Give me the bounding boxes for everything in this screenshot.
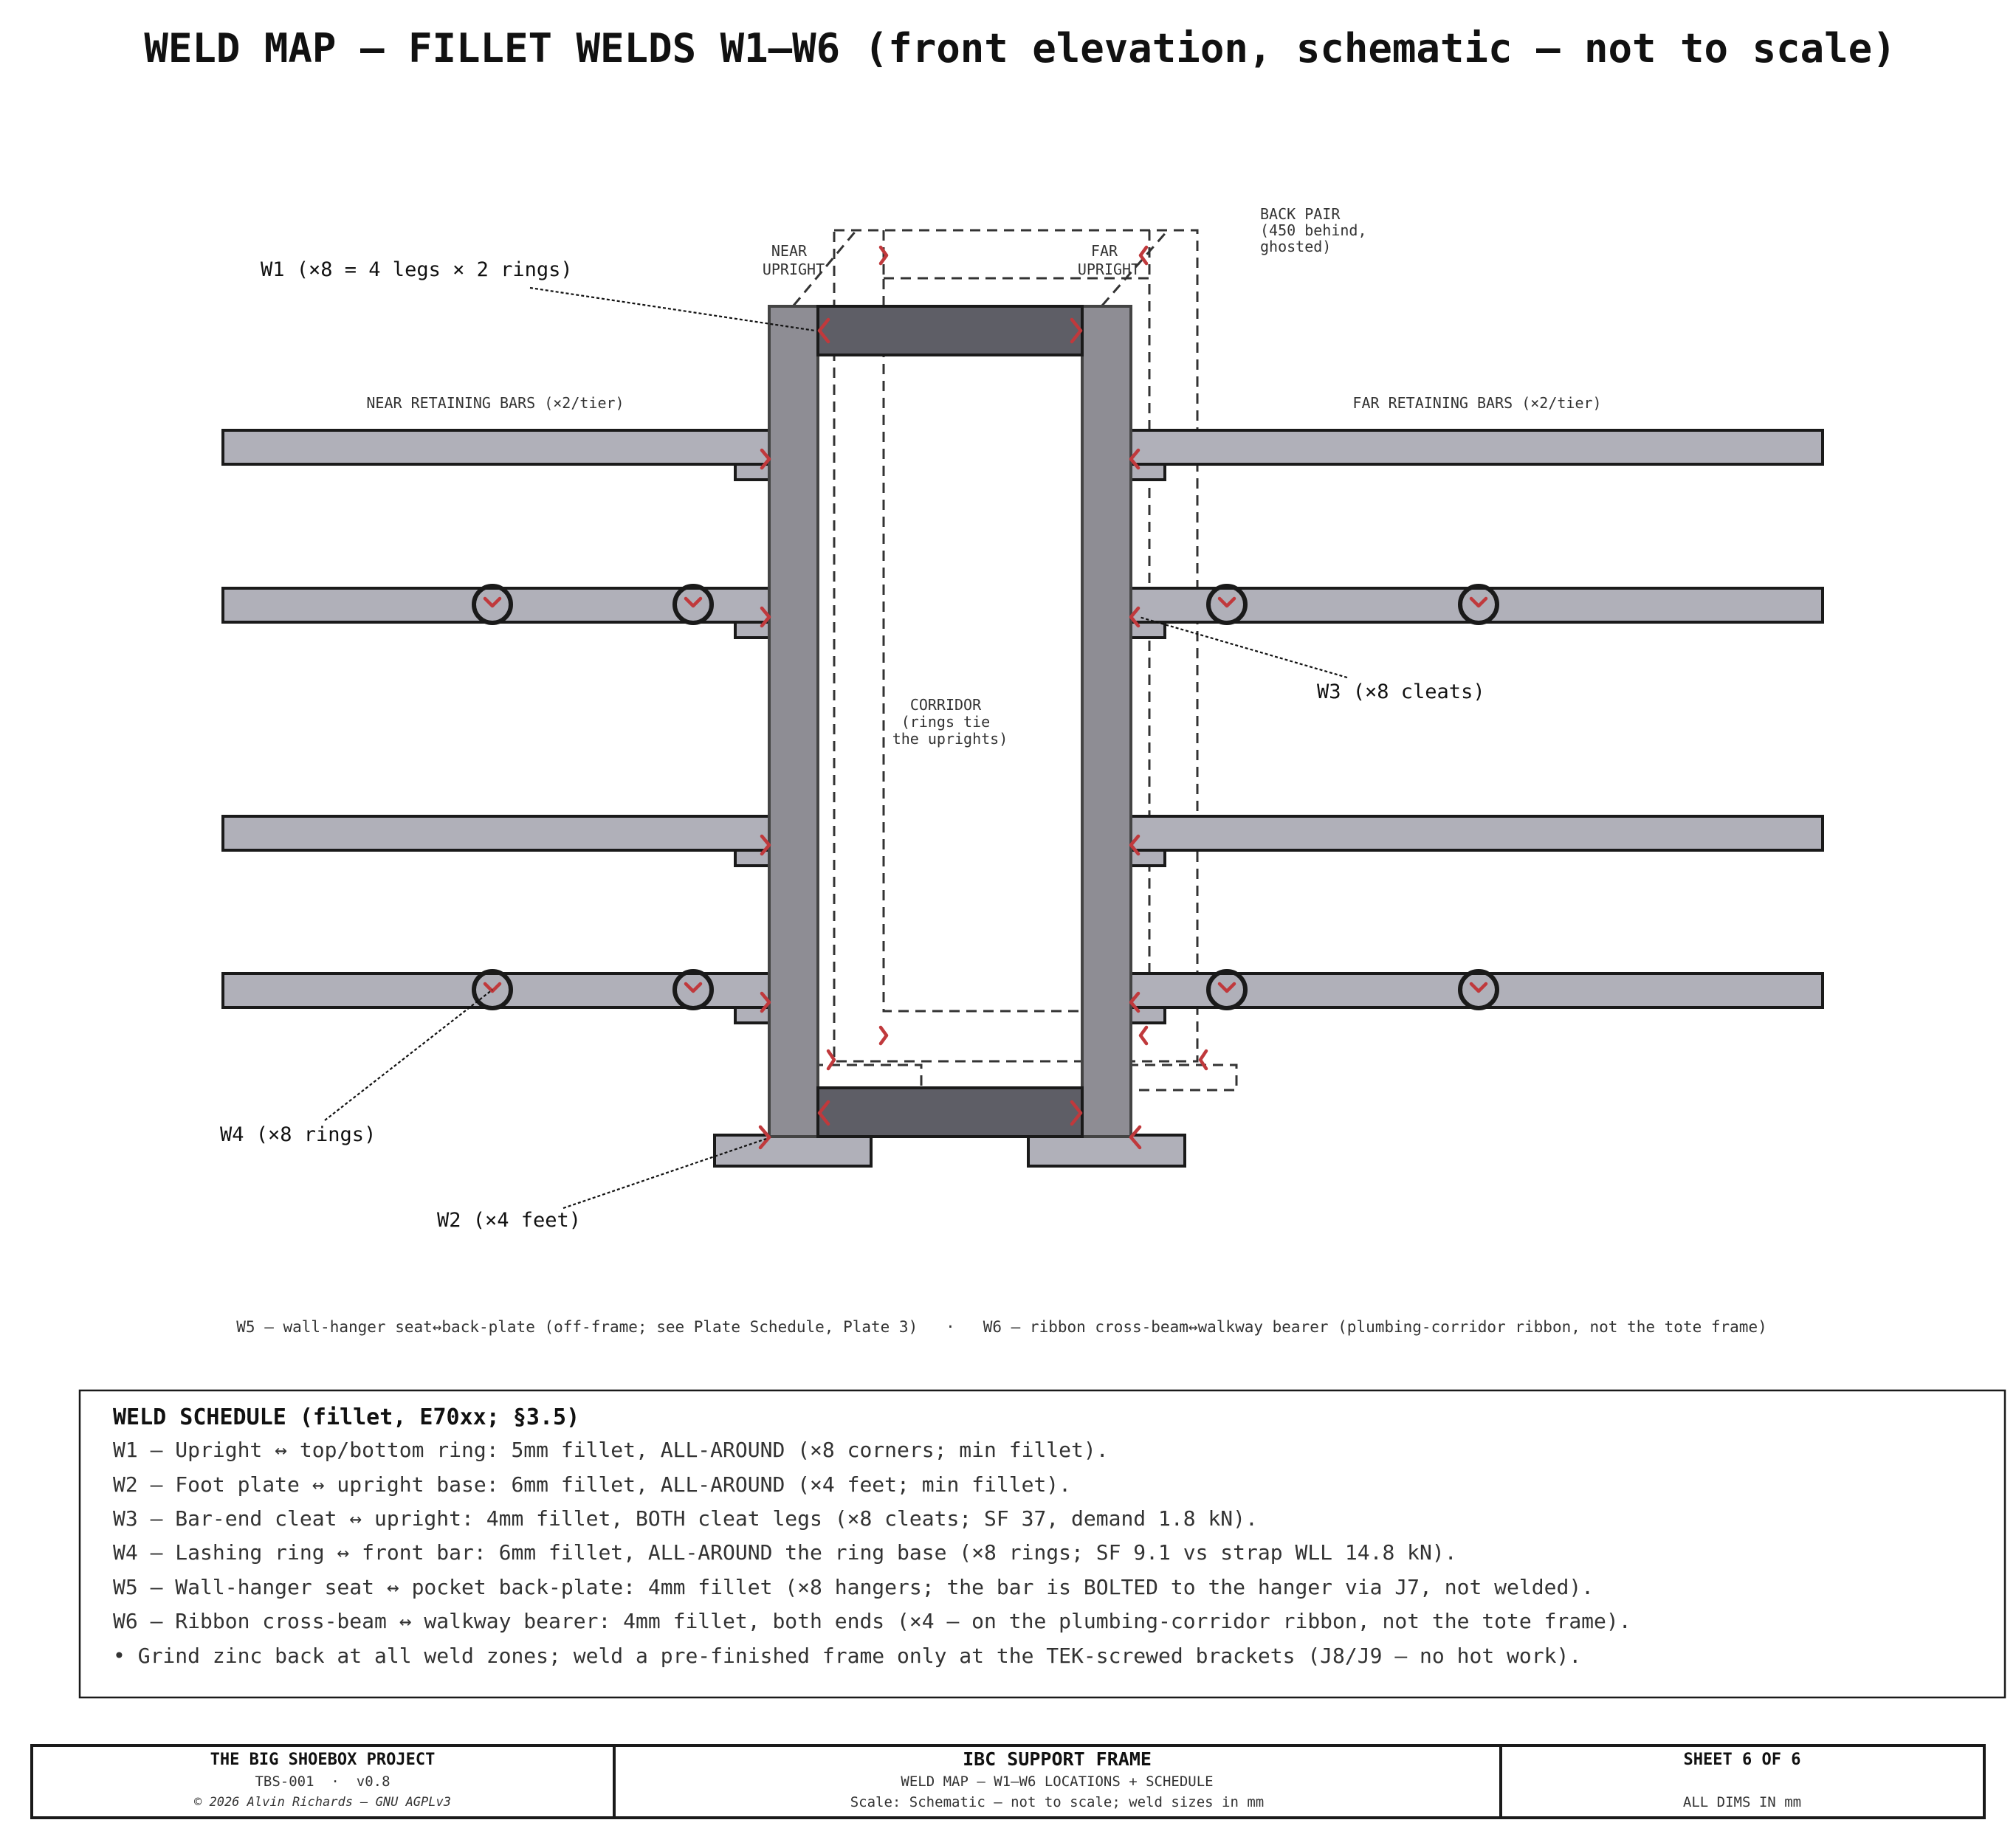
schedule-line-w6: W6 — Ribbon cross-beam ↔ walkway bearer: 4mm fillet, both ends (×4 — on the plumbing-corridor ribbon, not the tote frame). <box>113 1609 1631 1633</box>
schedule-line-w4: W4 — Lashing ring ↔ front bar: 6mm fillet, ALL-AROUND the ring base (×8 rings; SF 9.1 vs strap WLL 14.8 kN). <box>113 1540 1457 1565</box>
far-bar-tier2-top <box>1131 816 1823 850</box>
weld-schedule <box>80 1390 2005 1697</box>
near-upright <box>769 306 818 1137</box>
back-pair-label: BACK PAIR (450 behind, ghosted) <box>1260 205 1367 255</box>
callout-w3: W3 (×8 cleats) <box>1317 680 1485 703</box>
project-name: THE BIG SHOEBOX PROJECT <box>210 1751 436 1769</box>
schedule-heading: WELD SCHEDULE (fillet, E70xx; §3.5) <box>113 1404 580 1430</box>
far-upright <box>1082 306 1131 1137</box>
far-bar-tier1-top <box>1131 430 1823 464</box>
schedule-line-w5: W5 — Wall-hanger seat ↔ pocket back-plate: 4mm fillet (×8 hangers; the bar is BOLTED to the hanger via J7, not welded). <box>113 1575 1594 1599</box>
dims-note: ALL DIMS IN mm <box>1682 1794 1802 1810</box>
corridor-label: CORRIDOR (rings tie the uprights) <box>892 696 1008 748</box>
back-pair-ghost <box>794 230 1236 1090</box>
near-retaining-bars <box>223 430 769 1023</box>
offframe-note: W5 — wall-hanger seat↔back-plate (off-frame; see Plate Schedule, Plate 3) · W6 — ribbon cross-beam↔walkway bearer (plumbing-corridor ribbon, not the tote frame) <box>236 1318 1767 1336</box>
callout-w1: W1 (×8 = 4 legs × 2 rings) <box>261 258 573 281</box>
near-upright-label: NEAR UPRIGHT <box>762 242 825 278</box>
schedule-line-w3: W3 — Bar-end cleat ↔ upright: 4mm fillet, BOTH cleat legs (×8 cleats; SF 37, demand 1.8 kN). <box>113 1506 1258 1531</box>
near-bar-tier1-top <box>223 430 769 464</box>
schedule-line-note: • Grind zinc back at all weld zones; weld a pre-finished frame only at the TEK-screwed brackets (J8/J9 — no hot work). <box>113 1644 1582 1668</box>
schedule-line-w1: W1 — Upright ↔ top/bottom ring: 5mm fillet, ALL-AROUND (×8 corners; min fillet). <box>113 1438 1109 1462</box>
top-ring <box>818 306 1082 355</box>
drawing-subtitle: WELD MAP — W1–W6 LOCATIONS + SCHEDULE <box>901 1773 1214 1790</box>
leader-lines <box>325 288 1347 1208</box>
far-retaining-bars <box>1131 430 1823 1023</box>
far-bars-label: FAR RETAINING BARS (×2/tier) <box>1352 394 1602 412</box>
near-bars-label: NEAR RETAINING BARS (×2/tier) <box>366 394 625 412</box>
drawing-title: IBC SUPPORT FRAME <box>963 1748 1152 1770</box>
copyright: © 2026 Alvin Richards — GNU AGPLv3 <box>194 1795 451 1810</box>
doc-number: TBS-001 · v0.8 <box>255 1773 391 1790</box>
callout-w4: W4 (×8 rings) <box>220 1123 376 1146</box>
near-bar-tier2-top <box>223 816 769 850</box>
near-bar-tier2-front <box>223 973 769 1007</box>
lashing-rings <box>474 586 1497 1008</box>
sheet-title: WELD MAP — FILLET WELDS W1–W6 (front elevation, schematic — not to scale) <box>144 25 1896 72</box>
title-block <box>32 1745 1984 1818</box>
schedule-line-w2: W2 — Foot plate ↔ upright base: 6mm fillet, ALL-AROUND (×4 feet; min fillet). <box>113 1472 1072 1497</box>
callout-w2: W2 (×4 feet) <box>437 1209 582 1232</box>
sheet-number: SHEET 6 OF 6 <box>1683 1751 1801 1769</box>
near-foot-plate <box>715 1135 871 1166</box>
far-foot-plate <box>1028 1135 1185 1166</box>
bottom-ring <box>818 1088 1082 1137</box>
far-upright-label: FAR UPRIGHT <box>1077 242 1141 278</box>
scale-note: Scale: Schematic — not to scale; weld sizes in mm <box>850 1794 1265 1810</box>
near-bar-tier1-front <box>223 588 769 622</box>
